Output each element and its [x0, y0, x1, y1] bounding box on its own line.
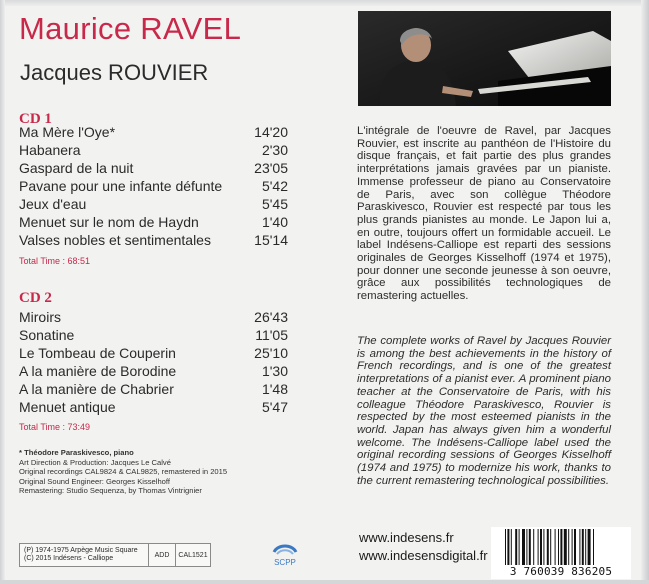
barcode-bar — [593, 529, 594, 565]
barcode-bar — [533, 529, 534, 565]
track-title: Le Tombeau de Couperin — [19, 345, 176, 361]
track-row — [19, 158, 288, 178]
barcode-bars — [503, 529, 619, 565]
track-title: Ma Mère l'Oye* — [19, 124, 116, 140]
track-duration: 5'47 — [261, 399, 288, 415]
scpp-logo-icon — [268, 538, 302, 568]
credit-line: Art Direction & Production: Jacques Le Calvé — [19, 457, 171, 467]
track-title: Miroirs — [19, 309, 61, 325]
left-edge — [0, 0, 5, 584]
track-row — [19, 325, 288, 345]
track-title: Sonatine — [19, 327, 75, 343]
barcode-bar — [547, 529, 549, 565]
track-duration: 11'05 — [255, 327, 288, 343]
cd1-heading: CD 1 — [19, 111, 52, 127]
track-row — [19, 397, 288, 417]
track-row — [19, 343, 288, 363]
credit-line: Remastering: Studio Sequenza, by Thomas Vintrignier — [19, 486, 202, 495]
track-row — [19, 140, 288, 160]
track-duration: 2'30 — [261, 142, 288, 158]
liner-notes-english: The complete works of Ravel by Jacques Rouvier is among the best achievements in the history of French recordings, and is one of the greatest interpretations of a pianist ever. A prominent piano teacher at the Conservatoire de Paris, with his colleague Théodore Paraskivesco, Rouvier is respected by the most esteemed pianists in the world. Japan has always given him a wonderful welcome. The Indésens-Calliope label used the original recording sessions of Georges Kisselhoff (1974 and 1975) to modernize his work, thanks to the current remastering technological possibilities. — [357, 335, 611, 487]
cd2-heading: CD 2 — [19, 290, 52, 306]
track-duration: 1'30 — [261, 363, 288, 379]
track-row — [19, 194, 288, 214]
copyright-cell — [19, 543, 149, 567]
barcode-bar — [515, 529, 517, 565]
barcode-bar — [588, 529, 591, 565]
phonogram-line: (P) 1974-1975 Arpège Music Square — [24, 546, 138, 554]
barcode-bar — [568, 529, 569, 565]
cd1-total-time: Total Time : 68:51 — [19, 256, 91, 266]
cd2-total-time: Total Time : 73:49 — [19, 422, 91, 432]
track-title: Jeux d'eau — [19, 196, 87, 212]
barcode-bar — [558, 529, 559, 565]
track-duration: 26'43 — [254, 309, 288, 325]
barcode-bar — [519, 529, 520, 565]
composer-name: Maurice RAVEL — [19, 11, 242, 46]
track-duration: 23'05 — [254, 160, 288, 176]
barcode-bar — [579, 529, 580, 565]
barcode-bar — [511, 529, 512, 565]
credit-line: * Théodore Paraskivesco, piano — [19, 448, 134, 457]
barcode-bar — [572, 529, 573, 565]
track-title: Pavane pour une infante défunte — [19, 178, 223, 194]
track-title: Gaspard de la nuit — [19, 160, 134, 176]
credit-line: Original recordings CAL9824 & CAL9825, remastered in 2015 — [19, 467, 228, 476]
track-row — [19, 361, 288, 381]
barcode-bar — [564, 529, 567, 565]
top-edge — [0, 0, 649, 6]
track-duration: 5'42 — [261, 178, 288, 194]
barcode-bar — [507, 529, 509, 565]
barcode — [491, 527, 631, 579]
track-title: Menuet antique — [19, 399, 116, 415]
scpp-logo — [268, 538, 302, 568]
track-duration: 1'48 — [261, 381, 288, 397]
pianist-photo — [358, 11, 611, 106]
website-link[interactable]: www.indesensdigital.fr — [359, 548, 488, 563]
website-link[interactable]: www.indesens.fr — [359, 530, 454, 545]
track-title: A la manière de Borodine — [19, 363, 177, 379]
barcode-bar — [550, 529, 551, 565]
barcode-bar — [543, 529, 544, 565]
track-title: Menuet sur le nom de Haydn — [19, 214, 199, 230]
track-title: Habanera — [19, 142, 81, 158]
track-duration: 1'40 — [261, 214, 288, 230]
barcode-bar — [582, 529, 584, 565]
barcode-bar — [538, 529, 539, 565]
track-row — [19, 122, 288, 142]
format-cell: ADD — [148, 543, 176, 567]
scpp-label: SCPP — [274, 558, 296, 567]
credits-block — [19, 448, 319, 496]
track-duration: 25'10 — [254, 345, 288, 361]
barcode-bar — [555, 529, 556, 565]
barcode-bar — [585, 529, 586, 565]
track-duration: 5'45 — [261, 196, 288, 212]
bottom-edge — [0, 580, 649, 584]
barcode-bar — [560, 529, 562, 565]
barcode-number: 3 760039 836205 — [509, 565, 613, 578]
barcode-bar — [540, 529, 542, 565]
track-title: Valses nobles et sentimentales — [19, 232, 211, 248]
copyright-line: (C) 2015 Indésens - Calliope — [24, 555, 114, 562]
barcode-bar — [526, 529, 527, 565]
track-row — [19, 212, 288, 232]
barcode-bar — [529, 529, 531, 565]
track-duration: 14'20 — [254, 124, 288, 140]
barcode-bar — [574, 529, 576, 565]
track-row — [19, 230, 288, 250]
track-title: A la manière de Chabrier — [19, 381, 174, 397]
barcode-bar — [505, 529, 506, 565]
right-edge — [641, 0, 649, 584]
catalog-cell: CAL1521 — [175, 543, 211, 567]
barcode-bar — [522, 529, 525, 565]
liner-notes-french: L'intégrale de l'oeuvre de Ravel, par Jacques Rouvier, est inscrite au panthéon de l'Histoire du disque français, et fait partie des plus grandes interprétations jamais gravées par un pianiste. Immense professeur de piano au Conservatoire de Paris, avec son collègue Théodore Paraskivesco, Rouvier est respecté par tous les plus grands pianistes au monde. Le Japon lui a, en outre, toujours offert un formidable accueil. Le label Indésens-Calliope est reparti des sessions originales de Georges Kisselhoff (1974 et 1975), pour donner une seconde jeunesse à son oeuvre, grâce aux possibilités technologiques de remastering actuelles. — [357, 125, 611, 303]
track-row — [19, 307, 288, 327]
performer-name: Jacques ROUVIER — [20, 60, 209, 85]
track-row — [19, 176, 288, 196]
credit-line: Original Sound Engineer: Georges Kisselhoff — [19, 476, 170, 486]
track-row — [19, 379, 288, 399]
pianist-at-piano-illustration — [358, 11, 611, 106]
track-duration: 15'14 — [254, 232, 288, 248]
